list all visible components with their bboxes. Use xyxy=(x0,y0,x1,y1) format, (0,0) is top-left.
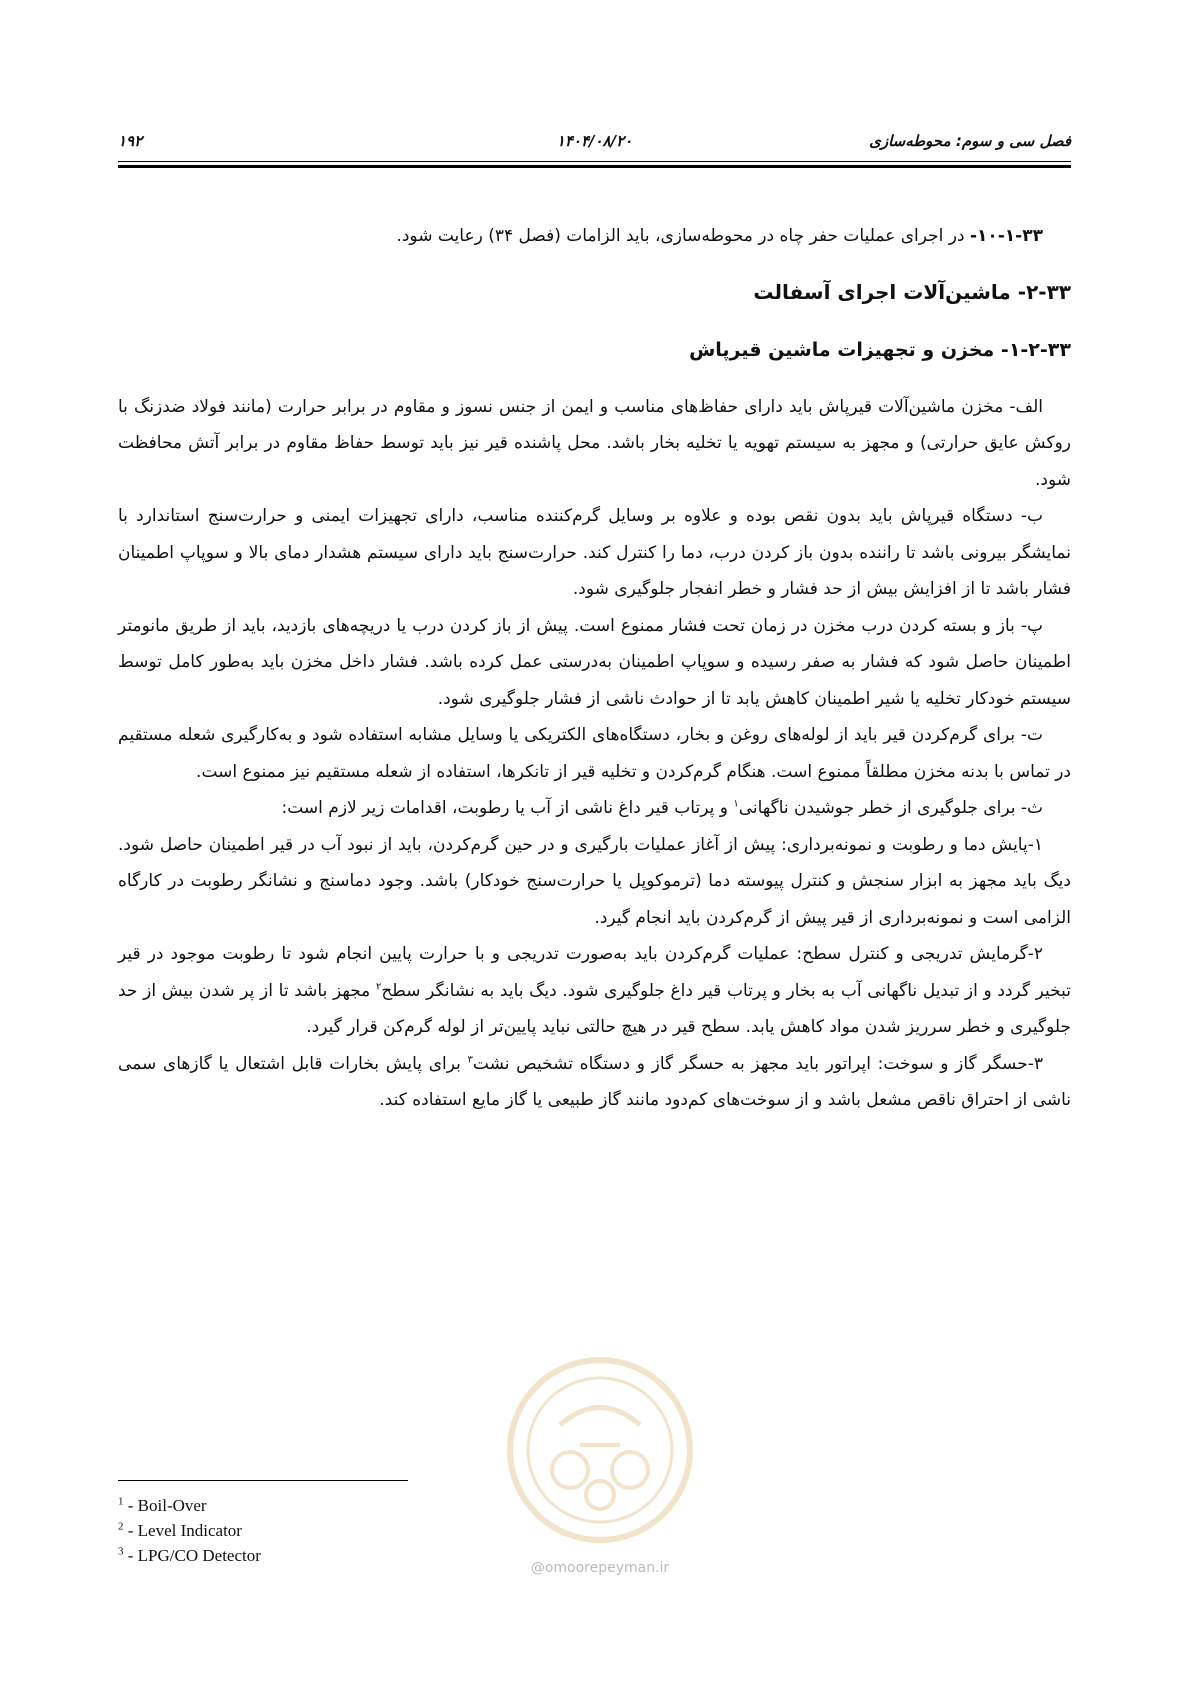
list-item-1: ۱-پایش دما و رطوبت و نمونه‌برداری: پیش از آغاز عملیات بارگیری و در حین گرم‌کردن، باید از نبود آب در قیر اطمینان حاصل شود. دیگ باید مجهز به ابزار سنجش و کنترل پیوسته دما (ترموکوپل یا حرارت‌سنج خودکار) باشد. وجود دماسنج و نشانگر رطوبت در کارگاه الزامی است و نمونه‌برداری از قیر پیش از گرم‌کردن باید انجام گیرد. xyxy=(118,834,1071,928)
list-item-3-text-cont: برای پایش بخارات قابل اشتعال یا گازهای سمی ناشی از احتراق ناقص مشعل باشد و از سوخت‌های کم‌دود مانند گاز طبیعی یا گاز مایع استفاده کند. xyxy=(118,1053,1071,1110)
list-item-3 xyxy=(118,1046,1071,1119)
paragraph-pe: پ- باز و بسته کردن درب مخزن در زمان تحت فشار ممنوع است. پیش از باز کردن درب یا دریچه‌های بازدید، باید از طریق مانومتر اطمینان حاصل شود که فشار به صفر رسیده و سوپاپ اطمینان به‌درستی عمل کرده باشد. فشار داخل مخزن باید به‌طور کامل توسط سیستم خودکار تخلیه یا شیر اطمینان کاهش یابد تا از حوادث ناشی از فشار جلوگیری شود. xyxy=(118,615,1071,709)
watermark-site: @omoorepeyman.ir xyxy=(530,1560,670,1576)
seal-logo-icon xyxy=(500,1350,700,1550)
footnote-2 xyxy=(118,1518,518,1543)
footnote-text: - Boil-Over xyxy=(123,1496,207,1515)
intro-paragraph xyxy=(118,218,1071,255)
footnote-1 xyxy=(118,1493,518,1518)
list-item-2-text: ۲-گرمایش تدریجی و کنترل سطح: عملیات گرم‌کردن باید به‌صورت تدریجی و با حرارت پایین انجام شود تا رطوبت موجود در قیر تبخیر گردد و از تبدیل ناگهانی آب به بخار و پرتاب قیر داغ جلوگیری شود. دیگ باید به نشانگر سطح xyxy=(118,944,1072,1001)
header-rule-thin xyxy=(118,161,1071,162)
header-rule-thick xyxy=(118,165,1071,168)
footnote-ref-2[interactable]: ۲ xyxy=(375,980,382,992)
chapter-title: فصل سی و سوم: محوطه‌سازی xyxy=(869,132,1071,150)
list-item-2 xyxy=(118,936,1071,1046)
paragraph-se-text-cont: و پرتاب قیر داغ ناشی از آب یا رطوبت، اقدامات زیر لازم است: xyxy=(281,798,734,818)
footnote-number: 2 xyxy=(118,1520,124,1533)
paragraph-be: ب- دستگاه قیرپاش باید بدون نقص بوده و علاوه بر وسایل گرم‌کننده مناسب، دارای تجهیزات ایمنی و حرارت‌سنج استاندارد با نمایشگر بیرونی باشد تا راننده بدون باز کردن درب، دما را کنترل کند. حرارت‌سنج باید دارای سیستم هشدار دمای بالا و سوپاپ اطمینان فشار باشد تا از افزایش بیش از حد فشار و خطر انفجار جلوگیری شود. xyxy=(118,506,1071,599)
footnote-text: - LPG/CO Detector xyxy=(123,1546,261,1565)
intro-number: ۱۰-۱-۳۳- xyxy=(969,226,1043,246)
footnote-ref-1[interactable]: ۱ xyxy=(733,798,739,810)
footnote-number: 3 xyxy=(118,1545,124,1558)
header-date: ۱۴۰۴/۰۸/۲۰ xyxy=(556,132,633,150)
paragraph-te: ت- برای گرم‌کردن قیر باید از لوله‌های روغن و بخار، دستگاه‌های الکتریکی یا وسایل مشابه استفاده شود و به‌کارگیری شعله مستقیم در تماس با بدنه مخزن مطلقاً ممنوع است. هنگام گرم‌کردن و تخلیه قیر از تانکرها، استفاده از شعله مستقیم نیز ممنوع است. xyxy=(118,725,1071,782)
section-heading: ۲-۳۳- ماشین‌آلات اجرای آسفالت xyxy=(753,279,1071,304)
page-header xyxy=(118,128,1071,156)
subsection-heading: ۱-۲-۳۳- مخزن و تجهیزات ماشین قیرپاش xyxy=(689,338,1071,361)
list-item-2-text-cont: مجهز باشد تا از پر شدن بیش از حد جلوگیری و خطر سرریز شدن مواد کاهش یابد. سطح قیر در هیچ حالتی نباید پایین‌تر از لوله گرم‌کن قرار گیرد. xyxy=(118,980,1071,1037)
document-body xyxy=(118,218,1071,1119)
list-item-3-text: ۳-حسگر گاز و سوخت: اپراتور باید مجهز به حسگر گاز و دستگاه تشخیص نشت xyxy=(472,1053,1043,1074)
paragraph-alef: الف- مخزن ماشین‌آلات قیرپاش باید دارای حفاظ‌های مناسب و ایمن از جنس نسوز و مقاوم در برابر حرارت (مانند فولاد ضدزنگ با روکش عایق حرارتی) و مجهز به سیستم تهویه یا تخلیه بخار باشد. محل پاشنده قیر نیز باید توسط حفاظ مقاوم در برابر آتش محافظت شود. xyxy=(118,396,1071,490)
footnote-ref-3[interactable]: ۳ xyxy=(467,1053,473,1065)
page-number: ۱۹۲ xyxy=(118,132,143,150)
footnotes xyxy=(118,1493,518,1568)
footnote-3 xyxy=(118,1543,518,1568)
footnote-number: 1 xyxy=(118,1495,124,1508)
paragraph-se-text: ث- برای جلوگیری از خطر جوشیدن ناگهانی xyxy=(738,798,1043,818)
intro-text: در اجرای عملیات حفر چاه در محوطه‌سازی، باید الزامات (فصل ۳۴) رعایت شود. xyxy=(396,226,970,246)
paragraph-se xyxy=(118,790,1071,827)
footnote-text: - Level Indicator xyxy=(123,1521,242,1540)
footnote-rule xyxy=(118,1480,408,1481)
